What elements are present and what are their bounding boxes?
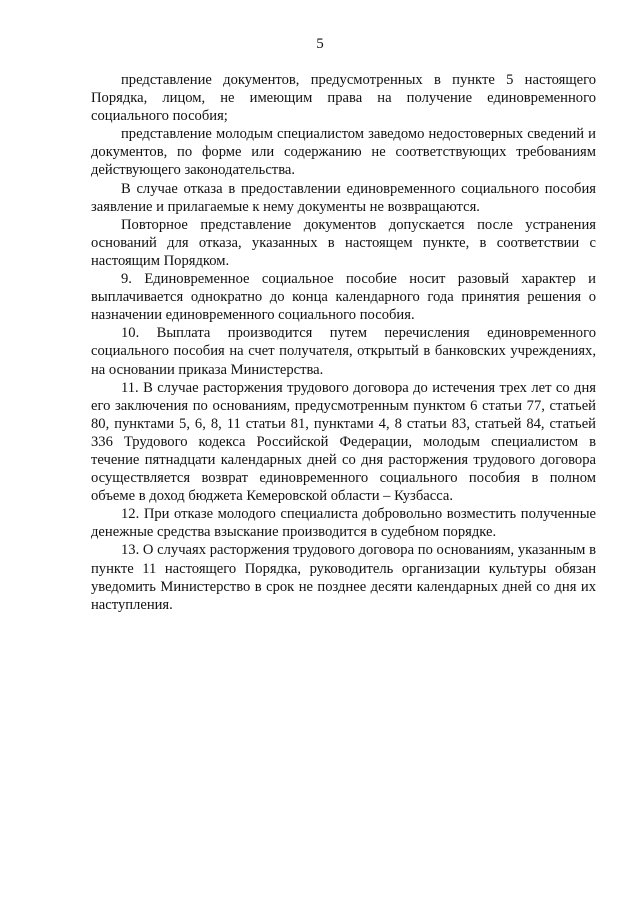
paragraph-clause-9: 9. Единовременное социальное пособие носит разовый характер и выплачивается однократно до конца календарного года принятия решения о назначении единовременного социального пособия. xyxy=(91,271,596,324)
paragraph-clause-11: 11. В случае расторжения трудового договора до истечения трех лет со дня его заключения по основаниям, предусмотренным пунктом 6 статьи 77, статьей 80, пунктами 5, 6, 8, 11 статьи 81, пунктами 4, 8 статьи 83, статьей 84, статьей 336 Трудового кодекса Российской Федерации, молодым специалистом в течение пятнадцати календарных дней со дня расторжения трудового договора осуществляется возврат единовременного социального пособия в полном объеме в доход бюджета Кемеровской области – Кузбасса. xyxy=(91,379,596,505)
page-number: 5 xyxy=(316,36,324,52)
paragraph-clause-10: 10. Выплата производится путем перечисления единовременного социального пособия на счет получателя, открытый в банковских учреждениях, на основании приказа Министерства. xyxy=(91,325,596,378)
paragraph-clause-12: 12. При отказе молодого специалиста добровольно возместить полученные денежные средства взыскание производится в судебном порядке. xyxy=(91,506,596,541)
paragraph-refusal-documents: В случае отказа в предоставлении единовременного социального пособия заявление и прилагаемые к нему документы не возвращаются. xyxy=(91,180,596,215)
paragraph-false-information: представление молодым специалистом заведомо недостоверных сведений и документов, по форме или содержанию не соответствующих требованиям действующего законодательства. xyxy=(91,126,596,179)
document-body xyxy=(91,71,596,614)
paragraph-resubmission: Повторное представление документов допускается после устранения оснований для отказа, указанных в настоящем пункте, в соответствии с настоящим Порядком. xyxy=(91,216,596,269)
paragraph-ineligible-applicant: представление документов, предусмотренных в пункте 5 настоящего Порядка, лицом, не имеющим права на получение единовременного социального пособия; xyxy=(91,72,596,125)
paragraph-clause-13: 13. О случаях расторжения трудового договора по основаниям, указанным в пункте 11 настоящего Порядка, руководитель организации культуры обязан уведомить Министерство в срок не позднее десяти календарных дней со дня их наступления. xyxy=(91,542,596,613)
